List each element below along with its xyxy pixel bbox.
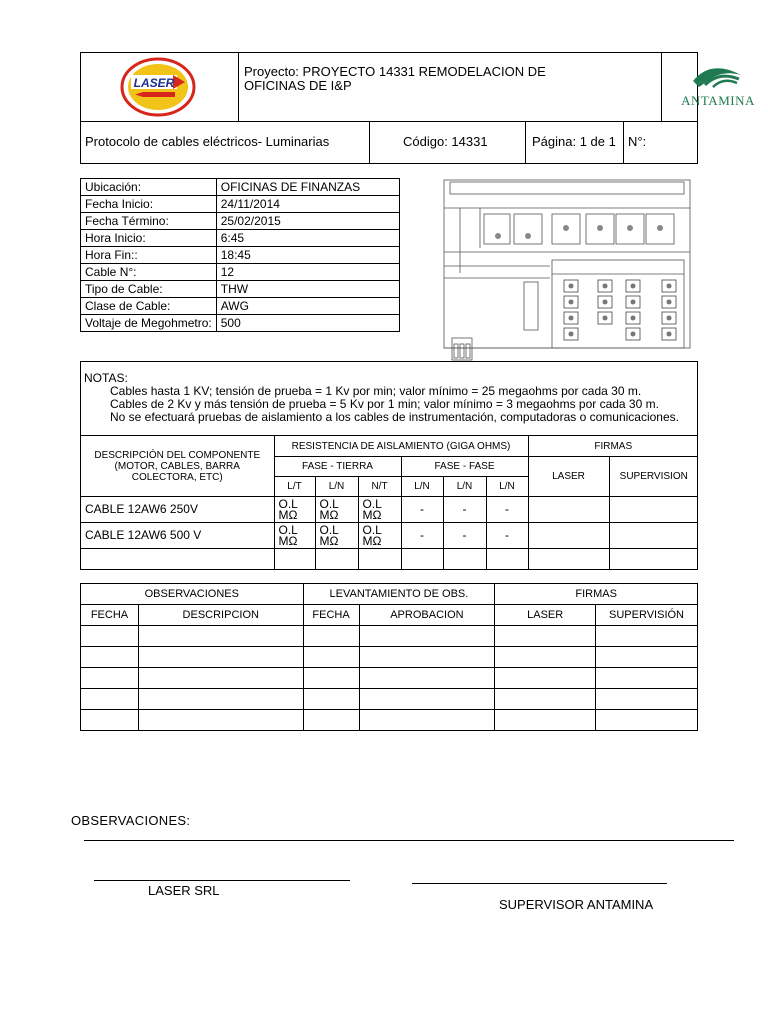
sub-col-ln-3: L/N — [443, 477, 486, 497]
info-row — [81, 230, 400, 247]
info-label: Clase de Cable: — [81, 298, 217, 315]
observations-label: OBSERVACIONES: — [71, 813, 191, 828]
empty-cell — [303, 647, 359, 668]
reading-value: O.L — [362, 522, 382, 537]
col-approval: APROBACION — [359, 605, 495, 626]
info-value: 24/11/2014 — [216, 196, 399, 213]
info-label: Ubicación: — [81, 179, 217, 196]
notes-title: NOTAS: — [84, 371, 128, 385]
info-row — [81, 298, 400, 315]
empty-cell — [359, 668, 495, 689]
notes-block — [81, 362, 697, 436]
table-row — [81, 497, 698, 523]
desc-header-line: COLECTORA, ETC) — [131, 471, 223, 483]
empty-cell — [81, 710, 139, 731]
insulation-test-section — [80, 361, 698, 570]
signatures-header: FIRMAS — [495, 584, 698, 605]
reading-value: O.L — [319, 496, 339, 511]
empty-cell — [528, 549, 609, 569]
info-value: 18:45 — [216, 247, 399, 264]
info-value: 500 — [216, 315, 399, 332]
desc-header-line: (MOTOR, CABLES, BARRA — [114, 460, 240, 472]
reading-cell: - — [486, 497, 528, 523]
reading-unit: MΩ — [319, 507, 339, 522]
laser-signature-line — [94, 880, 350, 881]
empty-cell — [138, 668, 303, 689]
desc-header-line: DESCRIPCIÓN DEL COMPONENTE — [94, 449, 261, 461]
empty-cell — [303, 710, 359, 731]
reading-unit: MΩ — [319, 533, 339, 548]
reading-value: O.L — [362, 496, 382, 511]
info-row — [81, 247, 400, 264]
reading-unit: MΩ — [278, 533, 298, 548]
svg-text:ANTAMINA: ANTAMINA — [681, 93, 755, 108]
empty-cell — [138, 647, 303, 668]
info-row — [81, 315, 400, 332]
empty-cell — [495, 668, 596, 689]
info-label: Hora Fin:: — [81, 247, 217, 264]
empty-cell — [81, 689, 139, 710]
sub-col-lt: L/T — [274, 477, 315, 497]
reading-value: O.L — [319, 522, 339, 537]
laser-signature-header: LASER — [528, 457, 609, 497]
sub-col-ln: L/N — [315, 477, 358, 497]
info-value: 25/02/2015 — [216, 213, 399, 230]
empty-cell — [495, 626, 596, 647]
empty-cell — [596, 626, 698, 647]
reading-value: O.L — [278, 496, 298, 511]
observations-table — [80, 583, 698, 731]
info-label: Voltaje de Megohmetro: — [81, 315, 217, 332]
col-date-2: FECHA — [303, 605, 359, 626]
reading-cell: - — [443, 497, 486, 523]
table-row — [81, 647, 698, 668]
empty-cell — [401, 549, 443, 569]
empty-cell — [359, 710, 495, 731]
reading-cell — [274, 497, 315, 523]
info-label: Cable N°: — [81, 264, 217, 281]
protocol-title: Protocolo de cables eléctricos- Luminarias — [81, 122, 370, 164]
empty-cell — [303, 626, 359, 647]
info-row — [81, 264, 400, 281]
laser-signature-cell — [528, 523, 609, 549]
col-date: FECHA — [81, 605, 139, 626]
laser-srl-label: LASER SRL — [148, 883, 220, 898]
component-desc: CABLE 12AW6 500 V — [81, 523, 274, 549]
sub-col-ln-2: L/N — [401, 477, 443, 497]
empty-cell — [596, 668, 698, 689]
empty-cell — [303, 668, 359, 689]
empty-cell — [274, 549, 315, 569]
empty-cell — [486, 549, 528, 569]
empty-cell — [315, 549, 358, 569]
sub-col-nt: N/T — [358, 477, 401, 497]
info-label: Fecha Término: — [81, 213, 217, 230]
component-desc: CABLE 12AW6 250V — [81, 497, 274, 523]
empty-cell — [596, 647, 698, 668]
table-row — [81, 689, 698, 710]
resistance-header: RESISTENCIA DE AISLAMIENTO (GIGA OHMS) — [274, 436, 528, 457]
reading-cell — [358, 523, 401, 549]
info-value: THW — [216, 281, 399, 298]
reading-cell: - — [443, 523, 486, 549]
empty-cell — [81, 549, 274, 569]
info-label: Hora Inicio: — [81, 230, 217, 247]
col-description: DESCRIPCION — [138, 605, 303, 626]
col-laser: LASER — [495, 605, 596, 626]
note-line: No se efectuará pruebas de aislamiento a los cables de instrumentación, computadoras o comunicaciones. — [110, 410, 679, 424]
note-line: Cables de 2 Kv y más tensión de prueba = 5 Kv por 1 min; valor mínimo = 3 megaohms por cada 30 m. — [110, 397, 659, 411]
empty-cell — [495, 710, 596, 731]
sub-col-ln-4: L/N — [486, 477, 528, 497]
lifting-header: LEVANTAMIENTO DE OBS. — [303, 584, 495, 605]
observations-line — [84, 840, 734, 841]
empty-cell — [358, 549, 401, 569]
reading-cell: - — [401, 523, 443, 549]
empty-cell — [138, 689, 303, 710]
supervisor-label: SUPERVISOR ANTAMINA — [499, 897, 654, 912]
empty-cell — [359, 647, 495, 668]
empty-cell — [495, 689, 596, 710]
reading-cell: - — [401, 497, 443, 523]
insulation-table — [81, 435, 698, 569]
laser-logo — [81, 53, 239, 122]
empty-cell — [495, 647, 596, 668]
info-value: OFICINAS DE FINANZAS — [216, 179, 399, 196]
svg-text:LASER: LASER — [133, 76, 175, 90]
info-label: Fecha Inicio: — [81, 196, 217, 213]
reading-cell: - — [486, 523, 528, 549]
empty-cell — [609, 549, 698, 569]
project-line-1: Proyecto: PROYECTO 14331 REMODELACION DE — [244, 64, 546, 79]
phase-phase-header: FASE - FASE — [401, 457, 528, 477]
floor-plan-drawing — [440, 178, 692, 364]
antamina-logo — [665, 53, 755, 122]
table-row — [81, 523, 698, 549]
empty-cell — [138, 710, 303, 731]
col-supervision: SUPERVISIÓN — [596, 605, 698, 626]
antamina-logo-cell — [662, 53, 755, 122]
number-field: N°: — [628, 134, 647, 149]
component-description-header — [81, 436, 274, 497]
info-row — [81, 179, 400, 196]
info-row — [81, 196, 400, 213]
signatures-header: FIRMAS — [528, 436, 698, 457]
info-row — [81, 213, 400, 230]
project-title — [239, 53, 662, 122]
laser-signature-cell — [528, 497, 609, 523]
empty-cell — [138, 626, 303, 647]
empty-cell — [359, 626, 495, 647]
empty-cell — [303, 689, 359, 710]
empty-cell — [81, 626, 139, 647]
info-value: 6:45 — [216, 230, 399, 247]
note-line: Cables hasta 1 KV; tensión de prueba = 1 Kv por min; valor mínimo = 25 megaohms por cada 30 m. — [110, 384, 642, 398]
empty-cell — [81, 647, 139, 668]
empty-cell — [596, 710, 698, 731]
observations-header: OBSERVACIONES — [81, 584, 304, 605]
table-row — [81, 549, 698, 569]
info-table — [80, 178, 400, 332]
table-row — [81, 668, 698, 689]
empty-cell — [81, 668, 139, 689]
empty-cell — [443, 549, 486, 569]
empty-cell — [359, 689, 495, 710]
laser-logo-cell — [81, 53, 239, 122]
project-line-2: OFICINAS DE I&P — [244, 78, 352, 93]
supervision-signature-cell — [609, 523, 698, 549]
info-value: AWG — [216, 298, 399, 315]
info-value: 12 — [216, 264, 399, 281]
supervision-signature-cell — [609, 497, 698, 523]
phase-ground-header: FASE - TIERRA — [274, 457, 401, 477]
supervisor-signature-line — [412, 883, 667, 884]
empty-cell — [596, 689, 698, 710]
table-row — [81, 710, 698, 731]
info-row — [81, 281, 400, 298]
reading-unit: MΩ — [362, 507, 382, 522]
supervision-signature-header: SUPERVISION — [609, 457, 698, 497]
reading-cell — [358, 497, 401, 523]
page-field: Página: 1 de 1 — [526, 122, 624, 164]
info-label: Tipo de Cable: — [81, 281, 217, 298]
document-header — [80, 52, 755, 164]
reading-cell — [274, 523, 315, 549]
reading-cell — [315, 523, 358, 549]
table-row — [81, 626, 698, 647]
reading-cell — [315, 497, 358, 523]
reading-unit: MΩ — [278, 507, 298, 522]
reading-value: O.L — [278, 522, 298, 537]
code-field: Código: 14331 — [370, 122, 526, 164]
reading-unit: MΩ — [362, 533, 382, 548]
